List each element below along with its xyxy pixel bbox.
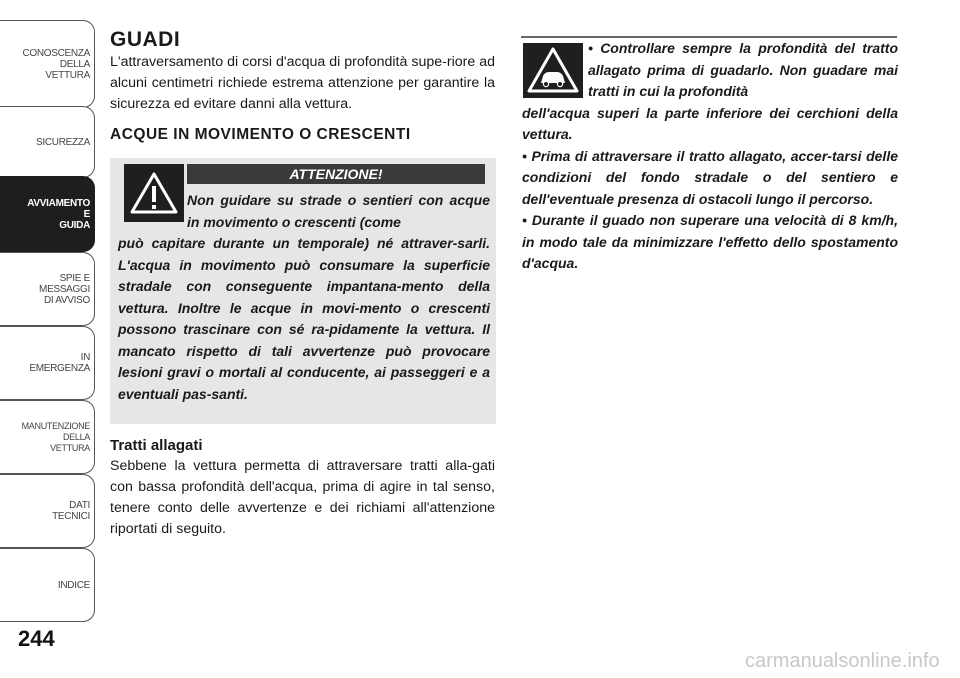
chapter-sidebar — [0, 0, 97, 640]
tab-avviamento[interactable] — [0, 176, 95, 252]
page-number: 244 — [18, 626, 55, 651]
tab-spie[interactable] — [0, 252, 95, 326]
bullet-1-rest: dell'acqua superi la parte inferiore dei cerchioni della vettura. — [522, 104, 898, 142]
tab-label: MANUTENZIONE DELLA VETTURA — [21, 420, 90, 453]
tab-label: INDICE — [57, 579, 90, 591]
page-title: GUADI — [110, 28, 181, 51]
tab-conoscenza[interactable] — [0, 20, 95, 108]
bullet-1-first: • Controllare sempre la profondità del tratto allagato prima di guadarlo. Non guadare mai tratti in cui la profondità — [588, 40, 898, 99]
flooded-section — [110, 436, 495, 540]
tab-indice[interactable] — [0, 548, 95, 622]
warning-title: ATTENZIONE! — [187, 164, 485, 184]
bullet-3: • Durante il guado non superare una velocità di 8 km/h, in modo tale da minimizzare l'effetto dello spostamento d'acqua. — [522, 212, 898, 271]
tab-label: SICUREZZA — [36, 136, 90, 148]
tab-label: DATI TECNICI — [52, 500, 90, 522]
tab-label: CONOSCENZA DELLA VETTURA — [22, 47, 90, 81]
warning-box — [110, 158, 496, 424]
tab-dati-tecnici[interactable] — [0, 474, 95, 548]
tab-sicurezza[interactable] — [0, 106, 95, 178]
right-column-text — [522, 38, 898, 275]
tab-label: SPIE E MESSAGGI DI AVVISO — [39, 272, 90, 306]
tab-manutenzione[interactable] — [0, 400, 95, 474]
tab-label: AVVIAMENTO E GUIDA — [27, 197, 90, 231]
warning-text-rest: può capitare durante un temporale) né attraver-sarli. L'acqua in movimento può consumare la superficie stradale con conseguente impantana-mento della vettura. Inoltre le acque in movi-mento o crescenti possono trascinare con sé ra-pidamente la vettura. Il mancato rispetto di tali avvertenze può provocare lesioni gravi o mortali al conducente, ai passeggeri e a eventuali pas-santi. — [118, 235, 490, 402]
intro-paragraph: L'attraversamento di corsi d'acqua di profondità supe-riore ad alcuni centimetri richiede estrema attenzione per garantire la sicurezza ed evitare danni alla vettura. — [110, 54, 495, 112]
subsection-text: Sebbene la vettura permetta di attraversare tratti alla-gati con bassa profondità dell'acqua, prima di agire in tal senso, tenere conto delle avvertenze e dei richiami all'attenzione riportati di seguito. — [110, 458, 495, 537]
warning-text-first: Non guidare su strade o sentieri con acque in movimento o crescenti (come — [187, 192, 490, 230]
warning-text — [118, 190, 490, 405]
tab-label: IN EMERGENZA — [29, 352, 90, 374]
bullet-2: • Prima di attraversare il tratto allagato, accer-tarsi delle condizioni del fondo stradale o del sentiero e dell'eventuale presenza di ostacoli lungo il percorso. — [522, 147, 898, 207]
left-column — [110, 28, 495, 145]
tab-emergenza[interactable] — [0, 326, 95, 400]
section-title: ACQUE IN MOVIMENTO O CRESCENTI — [110, 126, 411, 143]
watermark: carmanualsonline.info — [745, 650, 940, 672]
subsection-title: Tratti allagati — [110, 437, 203, 454]
